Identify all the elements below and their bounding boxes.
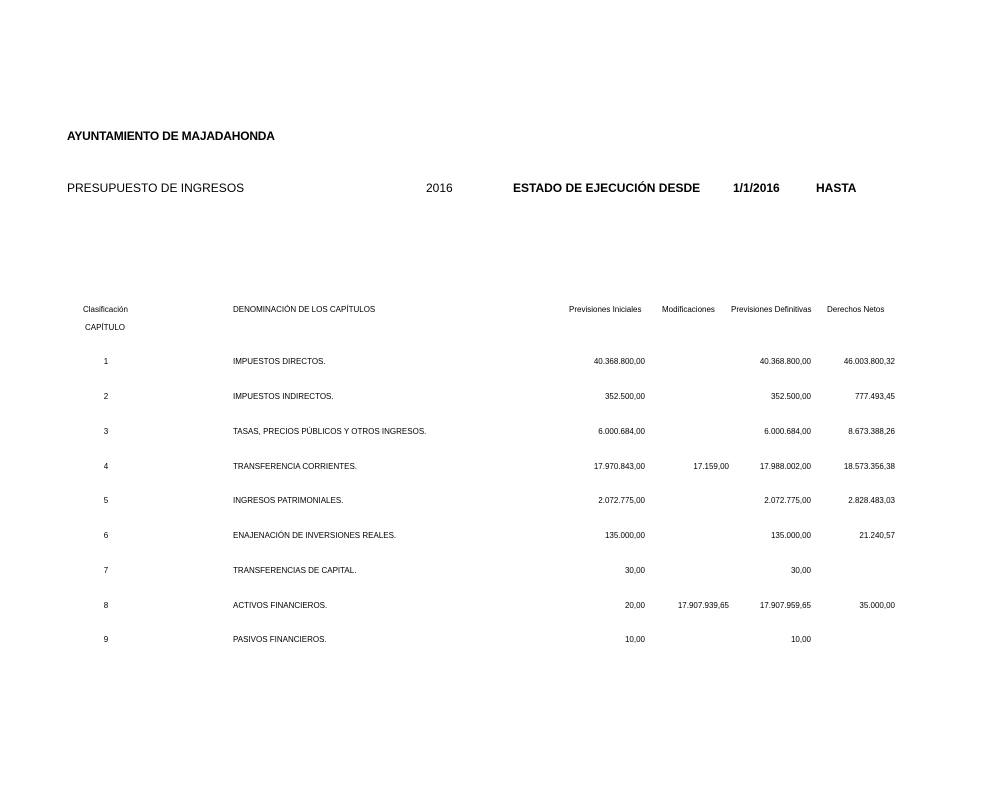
initial-forecast-value: 10,00	[624, 635, 645, 644]
initial-forecast-value: 30,00	[624, 566, 645, 575]
final-forecast-value: 135.000,00	[770, 531, 811, 540]
chapter-number: 8	[103, 601, 109, 610]
chapter-number: 5	[103, 496, 109, 505]
final-forecast-value: 352.500,00	[770, 392, 811, 401]
table-row	[0, 496, 1000, 508]
final-forecast-value: 17.988.002,00	[759, 462, 811, 471]
column-header-denomination: DENOMINACIÓN DE LOS CAPÍTULOS	[233, 305, 376, 314]
budget-label: PRESUPUESTO DE INGRESOS	[67, 181, 245, 195]
table-row	[0, 392, 1000, 404]
net-rights-value: 46.003.800,32	[843, 357, 895, 366]
final-forecast-value: 10,00	[790, 635, 811, 644]
modifications-value: 17.159,00	[693, 462, 729, 471]
chapter-denomination: ACTIVOS FINANCIEROS.	[233, 601, 328, 610]
chapter-number: 1	[103, 357, 109, 366]
column-header-classification: Clasificación	[83, 305, 128, 314]
net-rights-value: 35.000,00	[859, 601, 895, 610]
chapter-denomination: INGRESOS PATRIMONIALES.	[233, 496, 344, 505]
column-header-chapter: CAPÍTULO	[85, 323, 126, 332]
chapter-denomination: TRANSFERENCIAS DE CAPITAL.	[233, 566, 357, 575]
organization-name: AYUNTAMIENTO DE MAJADAHONDA	[67, 129, 275, 143]
chapter-number: 9	[103, 635, 109, 644]
table-row	[0, 357, 1000, 369]
initial-forecast-value: 17.970.843,00	[593, 462, 645, 471]
net-rights-value: 2.828.483,03	[848, 496, 895, 505]
chapter-denomination: TRANSFERENCIA CORRIENTES.	[233, 462, 358, 471]
chapter-denomination: IMPUESTOS DIRECTOS.	[233, 357, 326, 366]
table-row	[0, 531, 1000, 543]
initial-forecast-value: 20,00	[624, 601, 645, 610]
start-date: 1/1/2016	[733, 181, 780, 195]
column-header-net-rights: Derechos Netos	[827, 305, 885, 314]
column-header-initial-forecast: Previsiones Iniciales	[569, 305, 642, 314]
final-forecast-value: 30,00	[790, 566, 811, 575]
execution-status-label: ESTADO DE EJECUCIÓN DESDE	[513, 181, 701, 195]
chapter-number: 2	[103, 392, 109, 401]
initial-forecast-value: 135.000,00	[604, 531, 645, 540]
initial-forecast-value: 40.368.800,00	[593, 357, 645, 366]
net-rights-value: 777.493,45	[854, 392, 895, 401]
initial-forecast-value: 2.072.775,00	[598, 496, 645, 505]
table-row	[0, 601, 1000, 613]
chapter-denomination: PASIVOS FINANCIEROS.	[233, 635, 327, 644]
net-rights-value: 21.240,57	[859, 531, 895, 540]
table-row	[0, 427, 1000, 439]
column-header-final-forecast: Previsiones Definitivas	[731, 305, 812, 314]
budget-year: 2016	[426, 181, 453, 195]
final-forecast-value: 2.072.775,00	[764, 496, 811, 505]
chapter-denomination: TASAS, PRECIOS PÚBLICOS Y OTROS INGRESOS.	[233, 427, 427, 436]
until-label: HASTA	[816, 181, 857, 195]
final-forecast-value: 17.907.959,65	[759, 601, 811, 610]
chapter-number: 7	[103, 566, 109, 575]
table-row	[0, 635, 1000, 647]
initial-forecast-value: 6.000.684,00	[598, 427, 645, 436]
chapter-denomination: IMPUESTOS INDIRECTOS.	[233, 392, 334, 401]
chapter-number: 3	[103, 427, 109, 436]
net-rights-value: 18.573.356,38	[843, 462, 895, 471]
column-header-modifications: Modificaciones	[662, 305, 715, 314]
initial-forecast-value: 352.500,00	[604, 392, 645, 401]
net-rights-value: 8.673.388,26	[848, 427, 895, 436]
table-row	[0, 566, 1000, 578]
table-row	[0, 462, 1000, 474]
final-forecast-value: 40.368.800,00	[759, 357, 811, 366]
final-forecast-value: 6.000.684,00	[764, 427, 811, 436]
chapter-number: 6	[103, 531, 109, 540]
modifications-value: 17.907.939,65	[677, 601, 729, 610]
chapter-denomination: ENAJENACIÓN DE INVERSIONES REALES.	[233, 531, 397, 540]
chapter-number: 4	[103, 462, 109, 471]
